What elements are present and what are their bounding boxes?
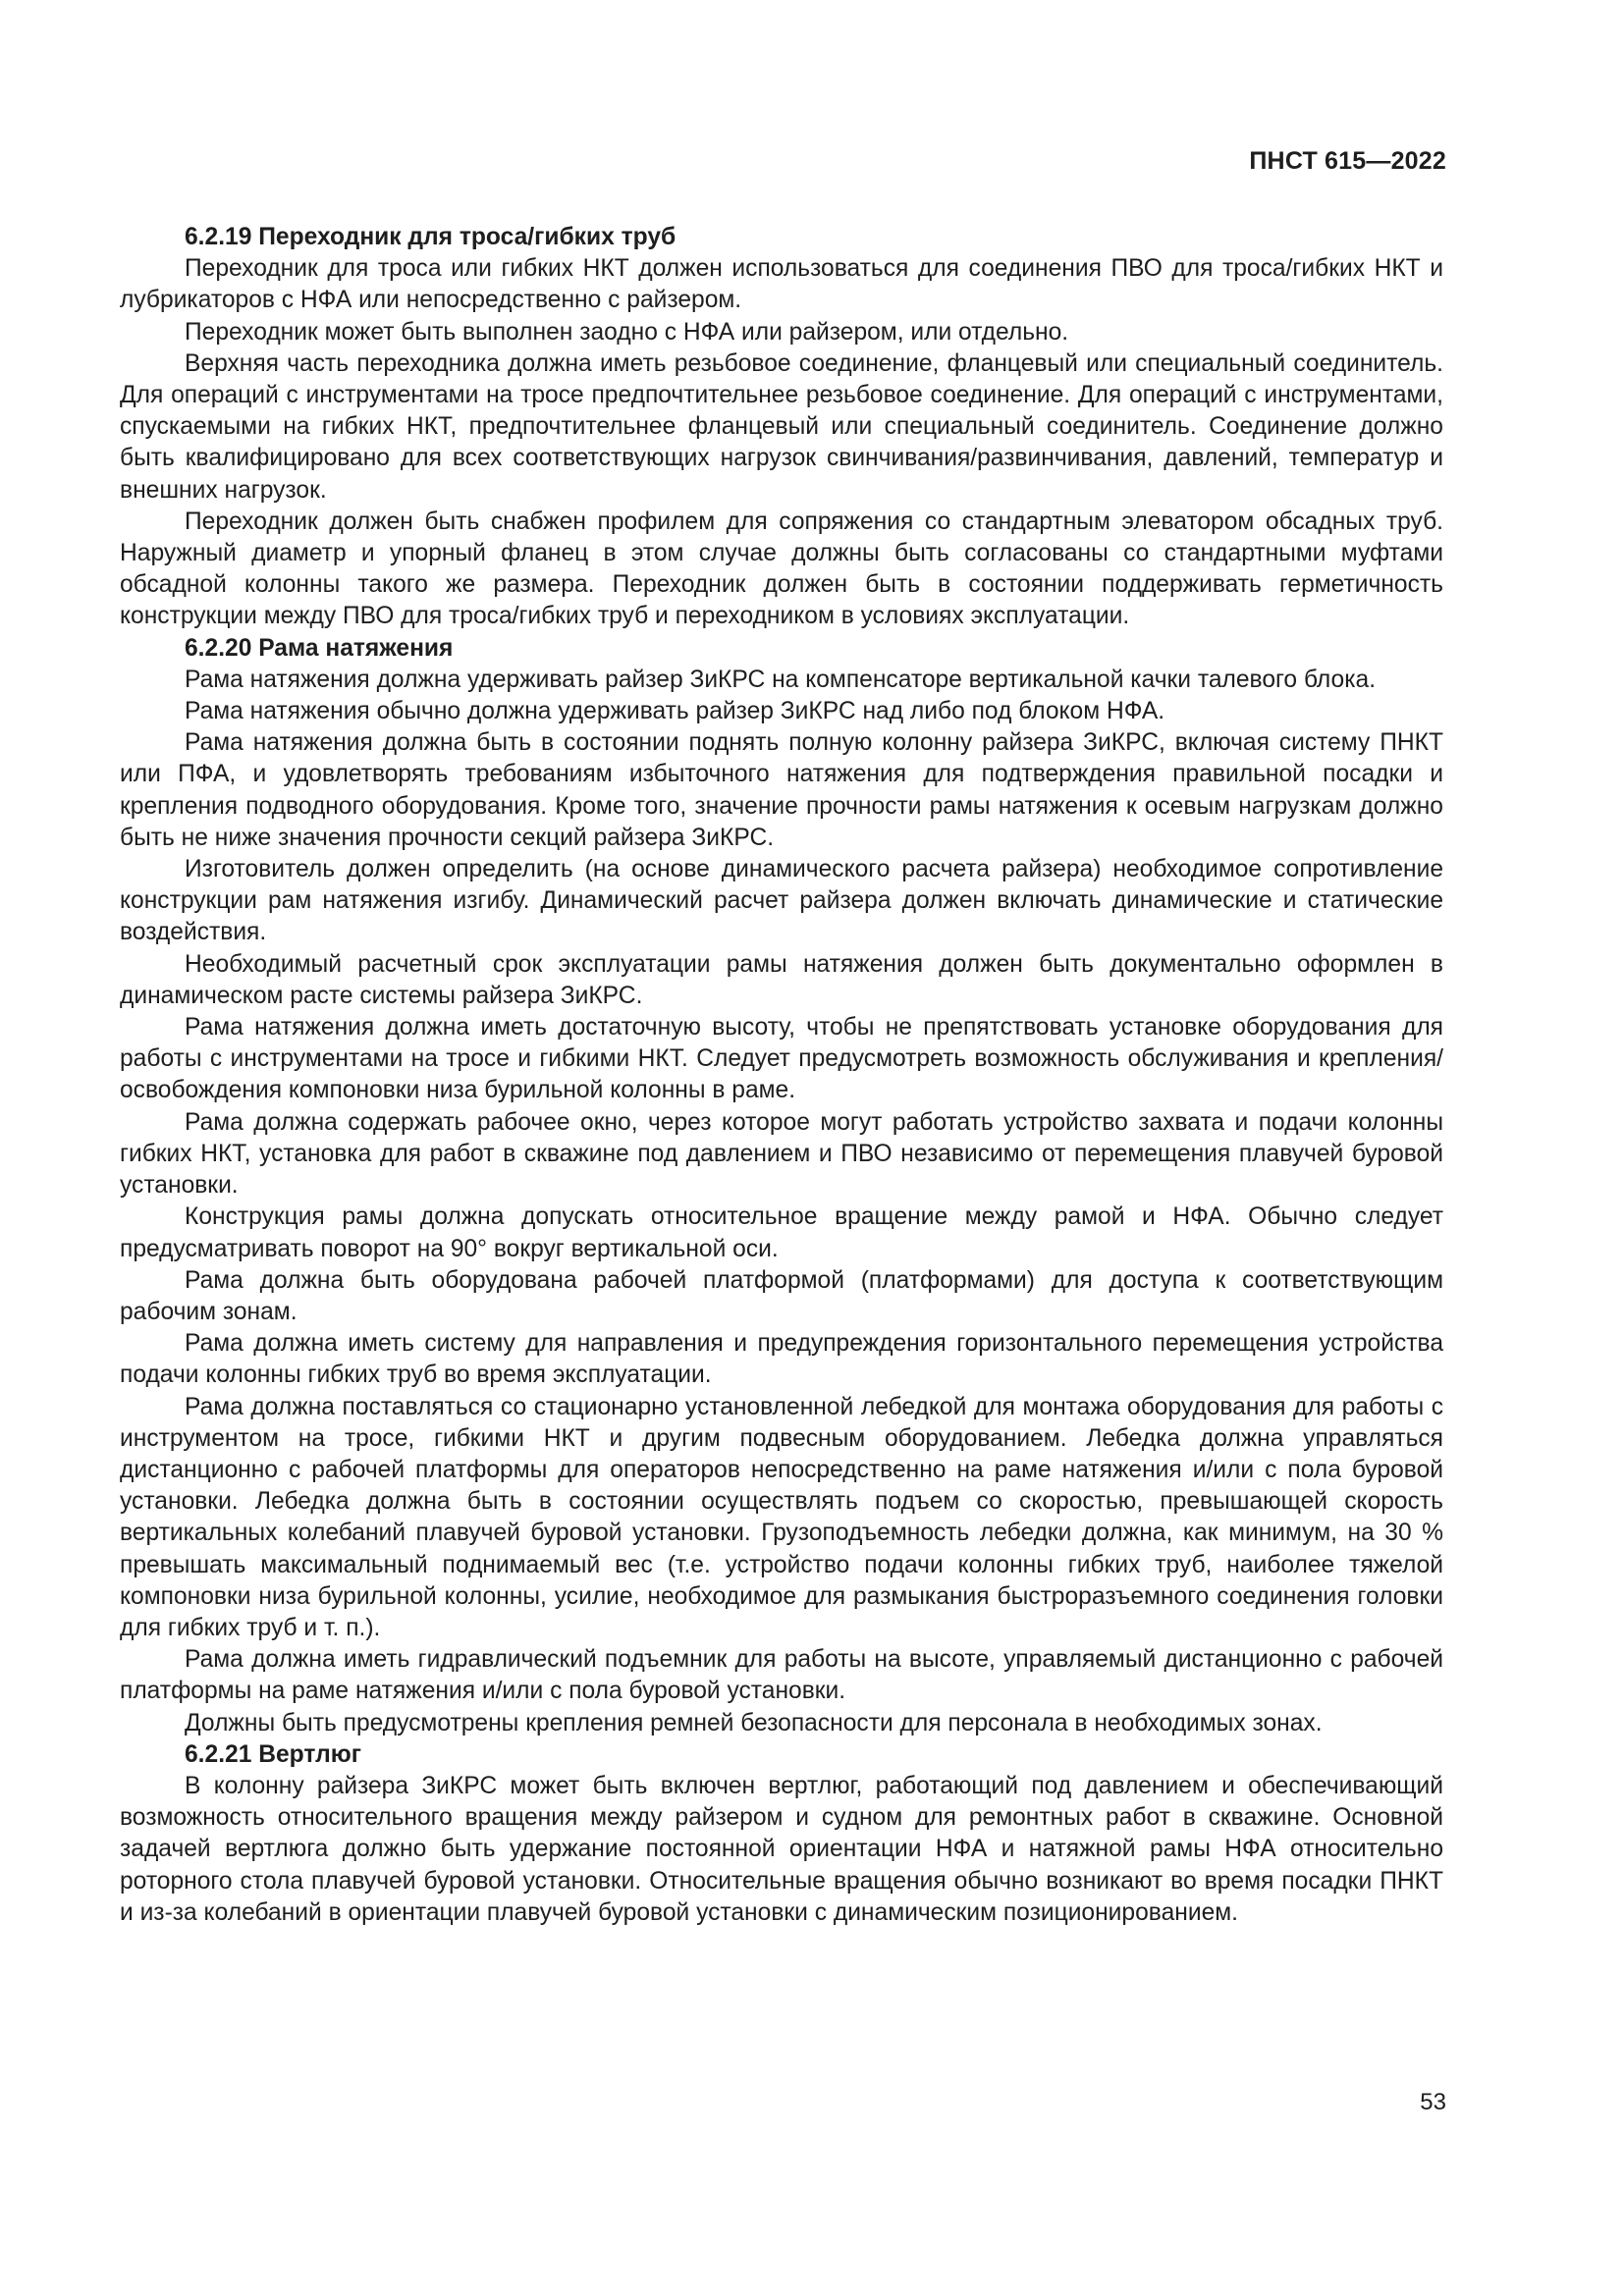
section-heading: 6.2.20 Рама натяжения (185, 634, 454, 662)
paragraph: Рама натяжения должна быть в состоянии поднять полную колонну райзера ЗиКРС, включая систему ПНКТ или ПФА, и удовлетворять требованиям избыточного натяжения для подтверждения правильной посадки и крепления подводного оборудования. Кроме того, значение прочности рамы натяжения к осевым нагрузкам должно быть не ниже значения прочности секций райзера ЗиКРС. (120, 729, 1443, 851)
document-body (120, 222, 1443, 1929)
paragraph: Переходник может быть выполнен заодно с НФА или райзером, или отдельно. (185, 318, 1069, 346)
paragraph: Переходник для троса или гибких НКТ должен использоваться для соединения ПВО для троса/гибких НКТ и лубрикаторов с НФА или непосредственно с райзером. (120, 255, 1443, 314)
paragraph: Рама должна иметь систему для направления и предупреждения горизонтального перемещения устройства подачи колонны гибких труб во время эксплуатации. (120, 1330, 1443, 1389)
paragraph: Изготовитель должен определить (на основе динамического расчета райзера) необходимое сопротивление конструкции рам натяжения изгибу. Динамический расчет райзера должен включать динамические и статические воздействия. (120, 856, 1443, 946)
paragraph: Верхняя часть переходника должна иметь резьбовое соединение, фланцевый или специальный соединитель. Для операций с инструментами на тросе предпочтительнее резьбовое соединение. Для операций с инструментами, спускаемыми на гибких НКТ, предпочтительнее фланцевый или специальный соединитель. Соединение должно быть квалифицировано для всех соответствующих нагрузок свинчивания/развинчивания, давлений, температур и внешних нагрузок. (120, 349, 1443, 504)
paragraph: Рама должна содержать рабочее окно, через которое могут работать устройство захвата и подачи колонны гибких НКТ, установка для работ в скважине под давлением и ПВО независимо от перемещения плавучей буровой установки. (120, 1108, 1443, 1200)
document-code: ПНСТ 615—2022 (1249, 147, 1446, 175)
paragraph: Рама натяжения должна иметь достаточную высоту, чтобы не препятствовать установке оборудования для работы с инструментами на тросе и гибкими НКТ. Следует предусмотреть возможность обслуживания и крепления/освобождения компоновки низа бурильной колонны в раме. (120, 1014, 1443, 1104)
paragraph: Конструкция рамы должна допускать относительное вращение между рамой и НФА. Обычно следует предусматривать поворот на 90° вокруг вертикальной оси. (120, 1203, 1443, 1262)
section-heading: 6.2.19 Переходник для троса/гибких труб (185, 224, 677, 250)
paragraph: Переходник должен быть снабжен профилем для сопряжения со стандартным элеватором обсадных труб. Наружный диаметр и упорный фланец в этом случае должны быть согласованы со стандартными муфтами обсадной колонны такого же размера. Переходник должен быть в состоянии поддерживать герметичность конструкции между ПВО для троса/гибких труб и переходником в условиях эксплуатации. (120, 507, 1443, 630)
paragraph: Рама должна поставляться со стационарно установленной лебедкой для монтажа оборудования для работы с инструментом на тросе, гибкими НКТ и другим подвесным оборудованием. Лебедка должна управляться дистанционно с рабочей платформы для операторов непосредственно на раме натяжения и/или с пола буровой установки. Лебедка должна быть в состоянии осуществлять подъем со скоростью, превышающей скорость вертикальных колебаний плавучей буровой установки. Грузоподъемность лебедки должна, как минимум, на 30 % превышать максимальный поднимаемый вес (т.е. устройство подачи колонны гибких труб, наиболее тяжелой компоновки низа бурильной колонны, усилие, необходимое для размыкания быстроразъемного соединения головки для гибких труб и т. п.). (120, 1393, 1443, 1641)
paragraph: Должны быть предусмотрены крепления ремней безопасности для персонала в необходимых зонах. (185, 1709, 1323, 1736)
paragraph: Рама натяжения обычно должна удерживать райзер ЗиКРС над либо под блоком НФА. (185, 698, 1165, 725)
paragraph: В колонну райзера ЗиКРС может быть включен вертлюг, работающий под давлением и обеспечивающий возможность относительного вращения между райзером и судном для ремонтных работ в скважине. Основной задачей вертлюга должно быть удержание постоянной ориентации НФА и натяжной рамы НФА относительно роторного стола плавучей буровой установки. Относительные вращения обычно возникают во время посадки ПНКТ и из-за колебаний в ориентации плавучей буровой установки с динамическим позиционированием. (120, 1772, 1443, 1926)
section-heading: 6.2.21 Вертлюг (185, 1740, 361, 1768)
paragraph: Рама должна быть оборудована рабочей платформой (платформами) для доступа к соответствующим рабочим зонам. (120, 1266, 1443, 1325)
paragraph: Рама натяжения должна удерживать райзер ЗиКРС на компенсаторе вертикальной качки талевого блока. (185, 666, 1377, 693)
page-number: 53 (1420, 2089, 1446, 2115)
paragraph: Необходимый расчетный срок эксплуатации рамы натяжения должен быть документально оформлен в динамическом расте системы райзера ЗиКРС. (120, 950, 1443, 1009)
paragraph: Рама должна иметь гидравлический подъемник для работы на высоте, управляемый дистанционно с рабочей платформы на раме натяжения и/или с пола буровой установки. (120, 1646, 1443, 1705)
